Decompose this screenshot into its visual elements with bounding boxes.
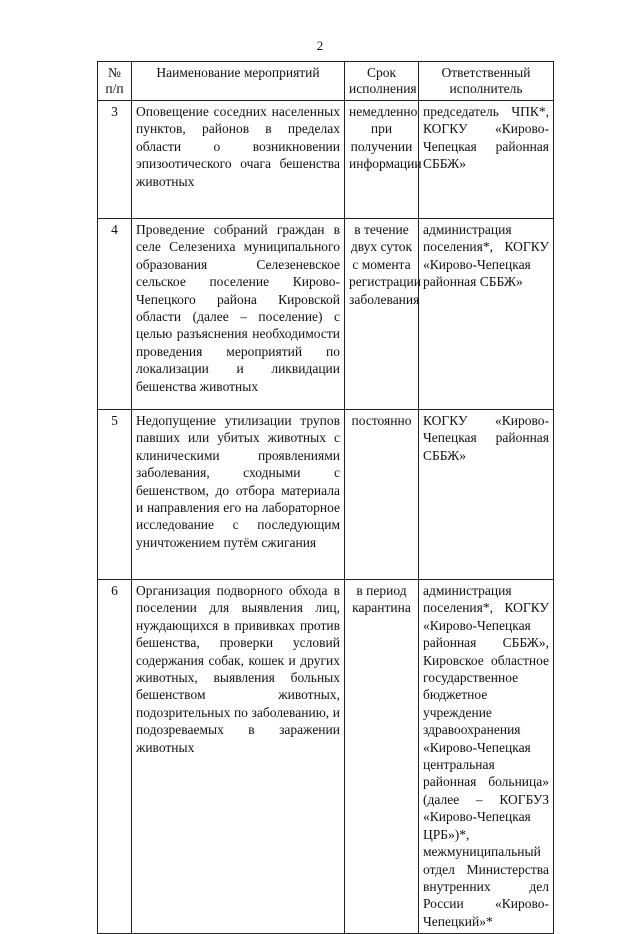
table-row xyxy=(98,219,554,410)
header-num xyxy=(98,62,132,101)
table-row xyxy=(98,580,554,934)
header-term xyxy=(345,62,419,101)
header-num-text: № п/п xyxy=(105,65,124,96)
row-responsible: КОГКУ «Кирово-Чепецкая районная СББЖ» xyxy=(419,410,554,580)
row-num: 3 xyxy=(98,101,132,219)
header-responsible xyxy=(419,62,554,101)
row-term: немедленно при получении информации xyxy=(345,101,419,219)
page-number: 2 xyxy=(316,38,324,53)
row-measure: Недопущение утилизации трупов павших или убитых животных с клиническими проявлениями заболевания, сходными с бешенством, до отбора материала и направления его на лабораторное исследование с последующим уничтожением путём сжигания xyxy=(132,410,345,580)
row-measure: Проведение собраний граждан в селе Селезениха муниципального образования Селезеневское сельское поселение Кирово-Чепецкого района Кировской области (далее – поселение) с целью разъяснения необходимости проведения мероприятий по локализации и ликвидации бешенства животных xyxy=(132,219,345,410)
row-num: 4 xyxy=(98,219,132,410)
row-num: 6 xyxy=(98,580,132,934)
row-responsible: председатель ЧПК*, КОГКУ «Кирово-Чепецкая районная СББЖ» xyxy=(419,101,554,219)
header-term-text: Срок исполнения xyxy=(349,65,417,96)
measures-table xyxy=(97,61,554,934)
row-term: в период карантина xyxy=(345,580,419,934)
header-name-text: Наименование мероприятий xyxy=(156,65,320,80)
row-measure: Оповещение соседних населенных пунктов, районов в пределах области о возникновении эпизоотического очага бешенства животных xyxy=(132,101,345,219)
row-responsible: администрация поселения*, КОГКУ «Кирово-Чепецкая районная СББЖ», Кировское областное государственное бюджетное учреждение здравоохранения «Кирово-Чепецкая центральная районная больница» (далее – КОГБУЗ «Кирово-Чепецкая ЦРБ»)*, межмуниципальный отдел Министерства внутренних дел России «Кирово-Чепецкий»* xyxy=(419,580,554,934)
header-responsible-text: Ответственный исполнитель xyxy=(441,65,531,96)
table-row xyxy=(98,101,554,219)
row-num: 5 xyxy=(98,410,132,580)
row-term: постоянно xyxy=(345,410,419,580)
row-responsible: администрация поселения*, КОГКУ «Кирово-Чепецкая районная СББЖ» xyxy=(419,219,554,410)
table-header-row xyxy=(98,62,554,101)
header-name xyxy=(132,62,345,101)
table-row xyxy=(98,410,554,580)
row-measure: Организация подворного обхода в поселении для выявления лиц, нуждающихся в прививках против бешенства, проверки условий содержания собак, кошек и других животных, выявления больных бешенством животных, подозрительных по заболеванию, и подозреваемых в заражении животных xyxy=(132,580,345,934)
row-term: в течение двух суток с момента регистрации заболевания xyxy=(345,219,419,410)
